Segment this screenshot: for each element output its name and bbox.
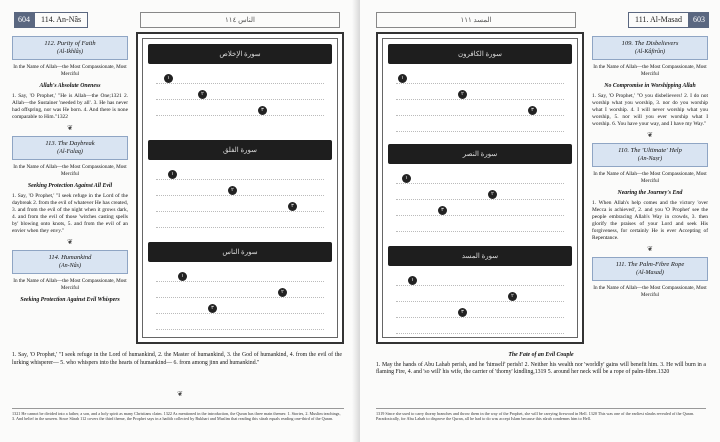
basmala: In the Name of Allah—the Most Compassionate, Most Merciful xyxy=(13,164,127,177)
left-footnote: 1321 He cannot be divided into a father, a son, and a holy spirit as many Christians claim. 1322 As mentioned in the introduction, the Quran has three main themes: 1. Stories, 2. Muslim teachings, 3. And belief in the unseen. Since Sûrah 112 covers the third theme, the Prophet says in a hadith collected by Bukhari and Muslim that reading this sûrah equals reading one-third of the Quran. xyxy=(12,408,344,421)
ornament-icon: ❦ xyxy=(67,238,73,246)
right-page-number: 603 xyxy=(689,12,709,28)
section-heading: Seeking Protection Against Evil Whispers xyxy=(20,297,120,303)
surah-title: 114. Humankind xyxy=(48,254,92,261)
left-english-column xyxy=(12,32,128,307)
section-heading: Allah's Absolute Oneness xyxy=(39,83,101,89)
basmala: In the Name of Allah—the Most Compassionate, Most Merciful xyxy=(593,171,707,184)
surah-text: 1. Say, 'O Prophet,' "O you disbelievers! 2. I do not worship what you worship, 3. nor do you worship what I worship. 4. I will never worship what you worship, 5. nor will you ever worship what I worship. 6. You have your way, and I have my Way." xyxy=(592,93,708,127)
basmala: In the Name of Allah—the Most Compassionate, Most Merciful xyxy=(13,278,127,291)
ornament-icon: ❦ xyxy=(647,131,653,139)
basmala: In the Name of Allah—the Most Compassionate, Most Merciful xyxy=(593,64,707,77)
surah-subtitle: (Al-Falaq) xyxy=(57,149,83,155)
section-heading: Nearing the Journey's End xyxy=(617,190,683,196)
surah-subtitle: (Al-Kâfirûn) xyxy=(635,49,665,55)
surah-text: 1. Say, 'O Prophet,' "He is Allah—the One;1321 2. Allah—the Sustainer 'needed by all'. 3. He has never had offspring, nor was He born. 4. And there is none comparable to Him."1322 xyxy=(12,93,128,120)
right-arabic-panel: سورة الكافرون ١ ٢ ٣ سورة النصر ١ ٢ ٣ سورة المسد ١ ٢ ٣ xyxy=(376,32,584,344)
arabic-surah-band: سورة النصر xyxy=(388,144,572,164)
surah-title: 111. The Palm-Fibre Rope xyxy=(615,261,685,268)
surah-title-box xyxy=(12,36,128,60)
surah-title-box xyxy=(592,36,708,60)
arabic-surah-band: سورة الإخلاص xyxy=(148,44,332,64)
right-header xyxy=(628,12,709,28)
arabic-surah-band: سورة المسد xyxy=(388,246,572,266)
surah-text: 1. May the hands of Abu Lahab perish, and he 'himself' perish! 2. Neither his wealth nor 'worldly' gains will benefit him. 3. He will burn in a flaming Fire, 4. and 'so will' his wife, the carrier of 'thorny' kindling,1319 5. around her neck will be a rope of palm-fibre.1320 xyxy=(376,361,706,375)
right-footnote: 1319 Since she used to carry thorny branches and throw them in the way of the Prophet, she will be carrying firewood in Hell. 1320 This was one of the earliest sûrahs revealed of the Quran. Paradoxically, for Abu Lahab to disprove the Quran, all he had to do was accept Islam because this sûrah condemns him to Hell. xyxy=(376,408,706,421)
right-page xyxy=(360,0,720,442)
left-header-title: 114. An-Nâs xyxy=(34,12,88,28)
surah-title-box xyxy=(12,136,128,160)
ornament-icon: ❦ xyxy=(67,124,73,132)
left-bottom-text: 1. Say, 'O Prophet,' "I seek refuge in the Lord of humankind, 2. the Master of humankind, 3. the God of humankind, 4. from the evil of the lurking whisperer— 5. who whispers into the hearts of humankind— 6. from among jinn and humankind." xyxy=(12,352,342,366)
ornament-icon: ❦ xyxy=(177,390,183,398)
right-bottom-text xyxy=(376,352,706,377)
left-arabic-header: الناس ١١٤ xyxy=(140,12,340,28)
surah-title-box xyxy=(592,257,708,281)
section-heading: Seeking Protection Against All Evil xyxy=(27,183,113,189)
surah-title: 109. The Disbelievers xyxy=(621,40,679,47)
surah-subtitle: (Al-Ikhlâṣ) xyxy=(57,49,83,55)
arabic-surah-band: سورة الفلق xyxy=(148,140,332,160)
surah-text: 1. When Allah's help comes and the victory 'over Mecca is achieved', 2. and you 'O Prophet' see the people embracing Allah's Way in crowds, 3. then glorify the praises of your Lord and seek His forgiveness, for certainly He is ever Accepting of Repentance. xyxy=(592,200,708,241)
basmala: In the Name of Allah—the Most Compassionate, Most Merciful xyxy=(593,285,707,298)
basmala: In the Name of Allah—the Most Compassionate, Most Merciful xyxy=(13,64,127,77)
left-page-number: 604 xyxy=(14,12,34,28)
section-heading: The Fate of an Evil Couple xyxy=(508,352,574,358)
right-arabic-header: المسد ١١١ xyxy=(376,12,576,28)
ornament-icon: ❦ xyxy=(647,245,653,253)
surah-title: 112. Purity of Faith xyxy=(44,40,96,47)
arabic-surah-band: سورة الناس xyxy=(148,242,332,262)
left-arabic-panel: سورة الإخلاص ١ ٢ ٣ سورة الفلق ١ ٢ ٣ سورة الناس ١ ٢ ٣ xyxy=(136,32,344,344)
left-header xyxy=(14,12,88,28)
section-heading: No Compromise in Worshipping Allah xyxy=(604,83,696,89)
surah-title: 113. The Daybreak xyxy=(45,140,95,147)
right-header-title: 111. Al-Masad xyxy=(628,12,689,28)
surah-title: 110. The 'Ultimate' Help xyxy=(618,147,682,154)
surah-subtitle: (An-Naṣr) xyxy=(637,156,663,162)
surah-title-box xyxy=(12,250,128,274)
surah-title-box xyxy=(592,143,708,167)
surah-text: 1. Say, 'O Prophet,' "I seek refuge in the Lord of the daybreak 2. from the evil of whatever He has created, 3. and from the evil of the night when it grows dark, 4. and from the evil of those 'witches casting spells by' blowing onto knots, 5. and from the evil of an envier when they envy." xyxy=(12,193,128,234)
surah-subtitle: (An-Nâs) xyxy=(59,263,81,269)
surah-subtitle: (Al-Masad) xyxy=(636,270,664,276)
arabic-surah-band: سورة الكافرون xyxy=(388,44,572,64)
right-english-column xyxy=(592,32,708,304)
